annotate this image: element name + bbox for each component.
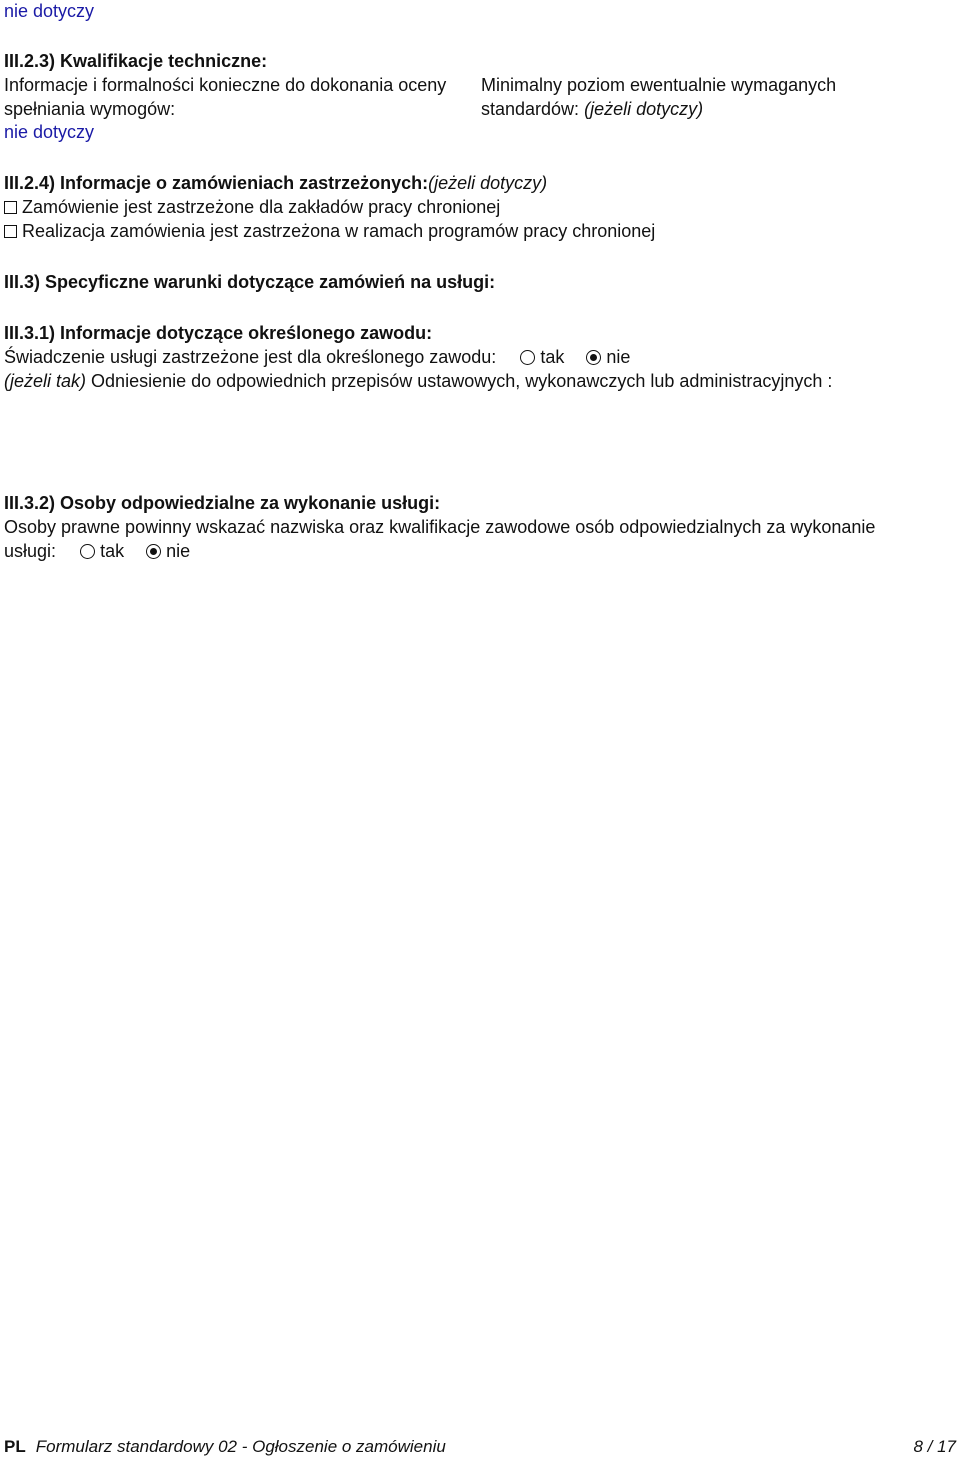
technical-info-label-line2: spełniania wymogów: xyxy=(4,99,176,119)
section-heading-responsible-persons: III.3.2) Osoby odpowiedzialne za wykonanie usługi: xyxy=(4,493,441,513)
footer-page-number: 8 / 17 xyxy=(913,1437,956,1456)
profession-question-row xyxy=(4,346,630,368)
reserved-contracts-heading-italic: (jeżeli dotyczy) xyxy=(428,173,548,193)
profession-reference-row xyxy=(4,370,832,392)
option-sheltered-workshops-label: Zamówienie jest zastrzeżone dla zakładów pracy chronionej xyxy=(22,197,501,217)
radio-responsible-yes-label: tak xyxy=(100,541,125,561)
checkbox-sheltered-workshops[interactable] xyxy=(4,201,17,214)
responsible-persons-question-line2: usługi: xyxy=(4,541,57,561)
reserved-contracts-heading-text: III.2.4) Informacje o zamówieniach zastrzeżonych: xyxy=(4,173,429,193)
section-heading-service-conditions: III.3) Specyficzne warunki dotyczące zamówień na usługi: xyxy=(4,272,496,292)
footer-language: PL xyxy=(4,1437,26,1456)
reserved-option-sheltered-workshops[interactable] xyxy=(4,196,500,218)
footer-form-name: Formularz standardowy 02 - Ogłoszenie o zamówieniu xyxy=(35,1437,446,1456)
radio-responsible-yes[interactable] xyxy=(80,544,95,559)
technical-qualifications-value: nie dotyczy xyxy=(4,122,95,142)
reserved-option-sheltered-programs[interactable] xyxy=(4,220,655,242)
radio-responsible-no[interactable] xyxy=(146,544,161,559)
min-standards-label-line1: Minimalny poziom ewentualnie wymaganych xyxy=(481,75,837,95)
profession-reference-italic: (jeżeli tak) xyxy=(4,371,87,391)
min-standards-label-italic: (jeżeli dotyczy) xyxy=(584,99,704,119)
section-heading-reserved-contracts xyxy=(4,172,547,194)
page-footer xyxy=(4,1436,956,1458)
radio-profession-no-label: nie xyxy=(606,347,631,367)
profession-reference-text: Odniesienie do odpowiednich przepisów ustawowych, wykonawczych lub administracyjnych : xyxy=(91,371,833,391)
section-heading-technical-qualifications: III.2.3) Kwalifikacje techniczne: xyxy=(4,51,268,71)
radio-profession-yes-label: tak xyxy=(540,347,565,367)
top-value-text: nie dotyczy xyxy=(4,1,95,21)
responsible-persons-question-row xyxy=(4,540,190,562)
radio-profession-no[interactable] xyxy=(586,350,601,365)
responsible-persons-question-line1: Osoby prawne powinny wskazać nazwiska oraz kwalifikacje zawodowe osób odpowiedzialnych za wykonanie xyxy=(4,517,876,537)
checkbox-sheltered-programs[interactable] xyxy=(4,225,17,238)
min-standards-label-prefix: standardów: xyxy=(481,99,580,119)
technical-info-label-line1: Informacje i formalności konieczne do dokonania oceny xyxy=(4,75,447,95)
radio-profession-yes[interactable] xyxy=(520,350,535,365)
option-sheltered-programs-label: Realizacja zamówienia jest zastrzeżona w ramach programów pracy chronionej xyxy=(22,221,656,241)
profession-question-text: Świadczenie usługi zastrzeżone jest dla określonego zawodu: xyxy=(4,347,497,367)
radio-responsible-no-label: nie xyxy=(166,541,191,561)
min-standards-label-line2 xyxy=(481,98,703,120)
section-heading-profession: III.3.1) Informacje dotyczące określonego zawodu: xyxy=(4,323,433,343)
